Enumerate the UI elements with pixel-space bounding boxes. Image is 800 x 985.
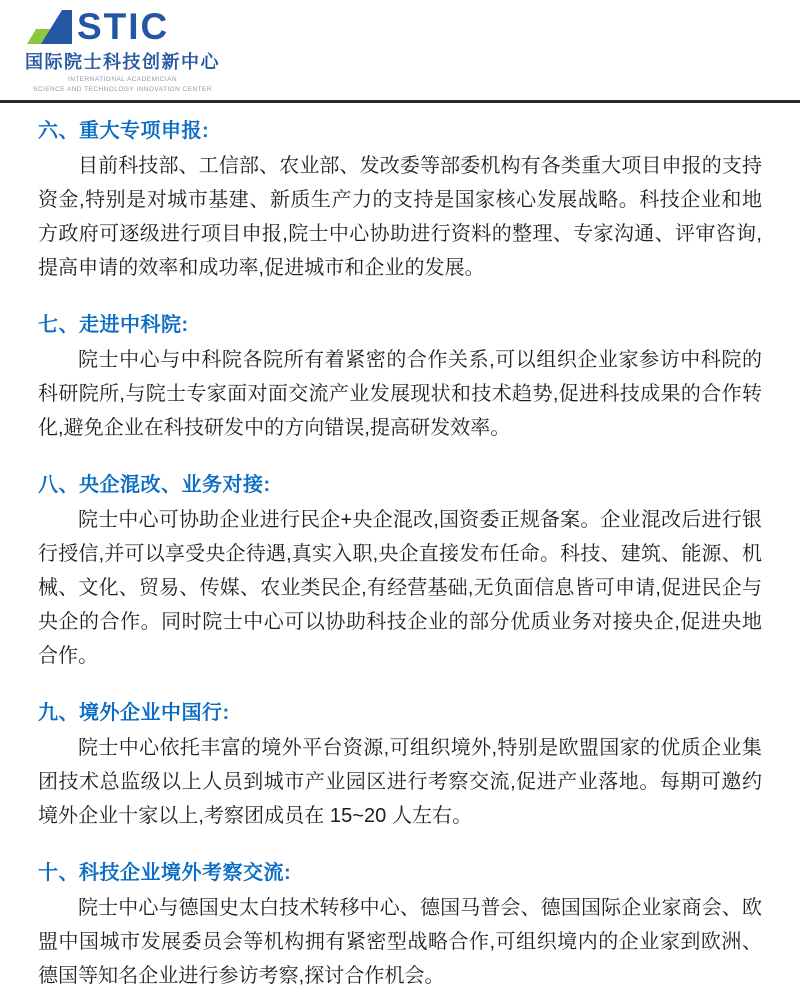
section-7-paragraph: 院士中心与中科院各院所有着紧密的合作关系,可以组织企业家参访中科院的科研院所,与院士专家面对面交流产业发展现状和技术趋势,促进科技成果的合作转化,避免企业在科技研发中的方向错误,提高研发效率。 <box>38 348 762 439</box>
header-divider <box>0 100 800 103</box>
section-10-paragraph: 院士中心与德国史太白技术转移中心、德国马普会、德国国际企业家商会、欧盟中国城市发展委员会等机构拥有紧密型战略合作,可组织境内的企业家到欧洲、德国等知名企业进行参访考察,探讨合作机会。 <box>38 896 762 985</box>
section-6-heading: 六、重大专项申报: <box>38 119 210 142</box>
section-9 <box>38 701 762 833</box>
section-7 <box>38 313 762 445</box>
section-8 <box>38 473 762 673</box>
logo-english-line1: INTERNATIONAL ACADEMICIAN <box>67 76 178 83</box>
section-10-heading: 十、科技企业境外考察交流: <box>38 861 292 884</box>
document-body <box>38 119 762 985</box>
logo-wordmark-letters: STIC <box>77 6 170 47</box>
section-8-paragraph: 院士中心可协助企业进行民企+央企混改,国资委正规备案。企业混改后进行银行授信,并可以享受央企待遇,真实入职,央企直接发布任命。科技、建筑、能源、机械、文化、贸易、传媒、农业类民企,有经营基础,无负面信息皆可申请,促进民企与央企的合作。同时院士中心可以协助科技企业的部分优质业务对接央企,促进央地合作。 <box>38 508 762 667</box>
astic-logo-a-icon <box>25 6 77 46</box>
section-8-heading: 八、央企混改、业务对接: <box>38 473 271 496</box>
astic-logo <box>25 6 220 93</box>
section-7-heading: 七、走进中科院: <box>38 313 189 336</box>
logo-english-line2: SCIENCE AND TECHNOLOGY INNOVATION CENTER <box>33 85 212 93</box>
section-10 <box>38 861 762 985</box>
section-9-paragraph: 院士中心依托丰富的境外平台资源,可组织境外,特别是欧盟国家的优质企业集团技术总监级以上人员到城市产业园区进行考察交流,促进产业落地。每期可邀约境外企业十家以上,考察团成员在 15~20 人左右。 <box>38 736 762 827</box>
logo-wordmark-row <box>25 6 220 46</box>
logo-chinese-name: 国际院士科技创新中心 <box>25 52 220 72</box>
section-6 <box>38 119 762 285</box>
section-6-paragraph: 目前科技部、工信部、农业部、发改委等部委机构有各类重大项目申报的支持资金,特别是对城市基建、新质生产力的支持是国家核心发展战略。科技企业和地方政府可逐级进行项目申报,院士中心协助进行资料的整理、专家沟通、评审咨询,提高申请的效率和成功率,促进城市和企业的发展。 <box>38 154 762 279</box>
section-9-heading: 九、境外企业中国行: <box>38 701 230 724</box>
header <box>0 0 800 96</box>
